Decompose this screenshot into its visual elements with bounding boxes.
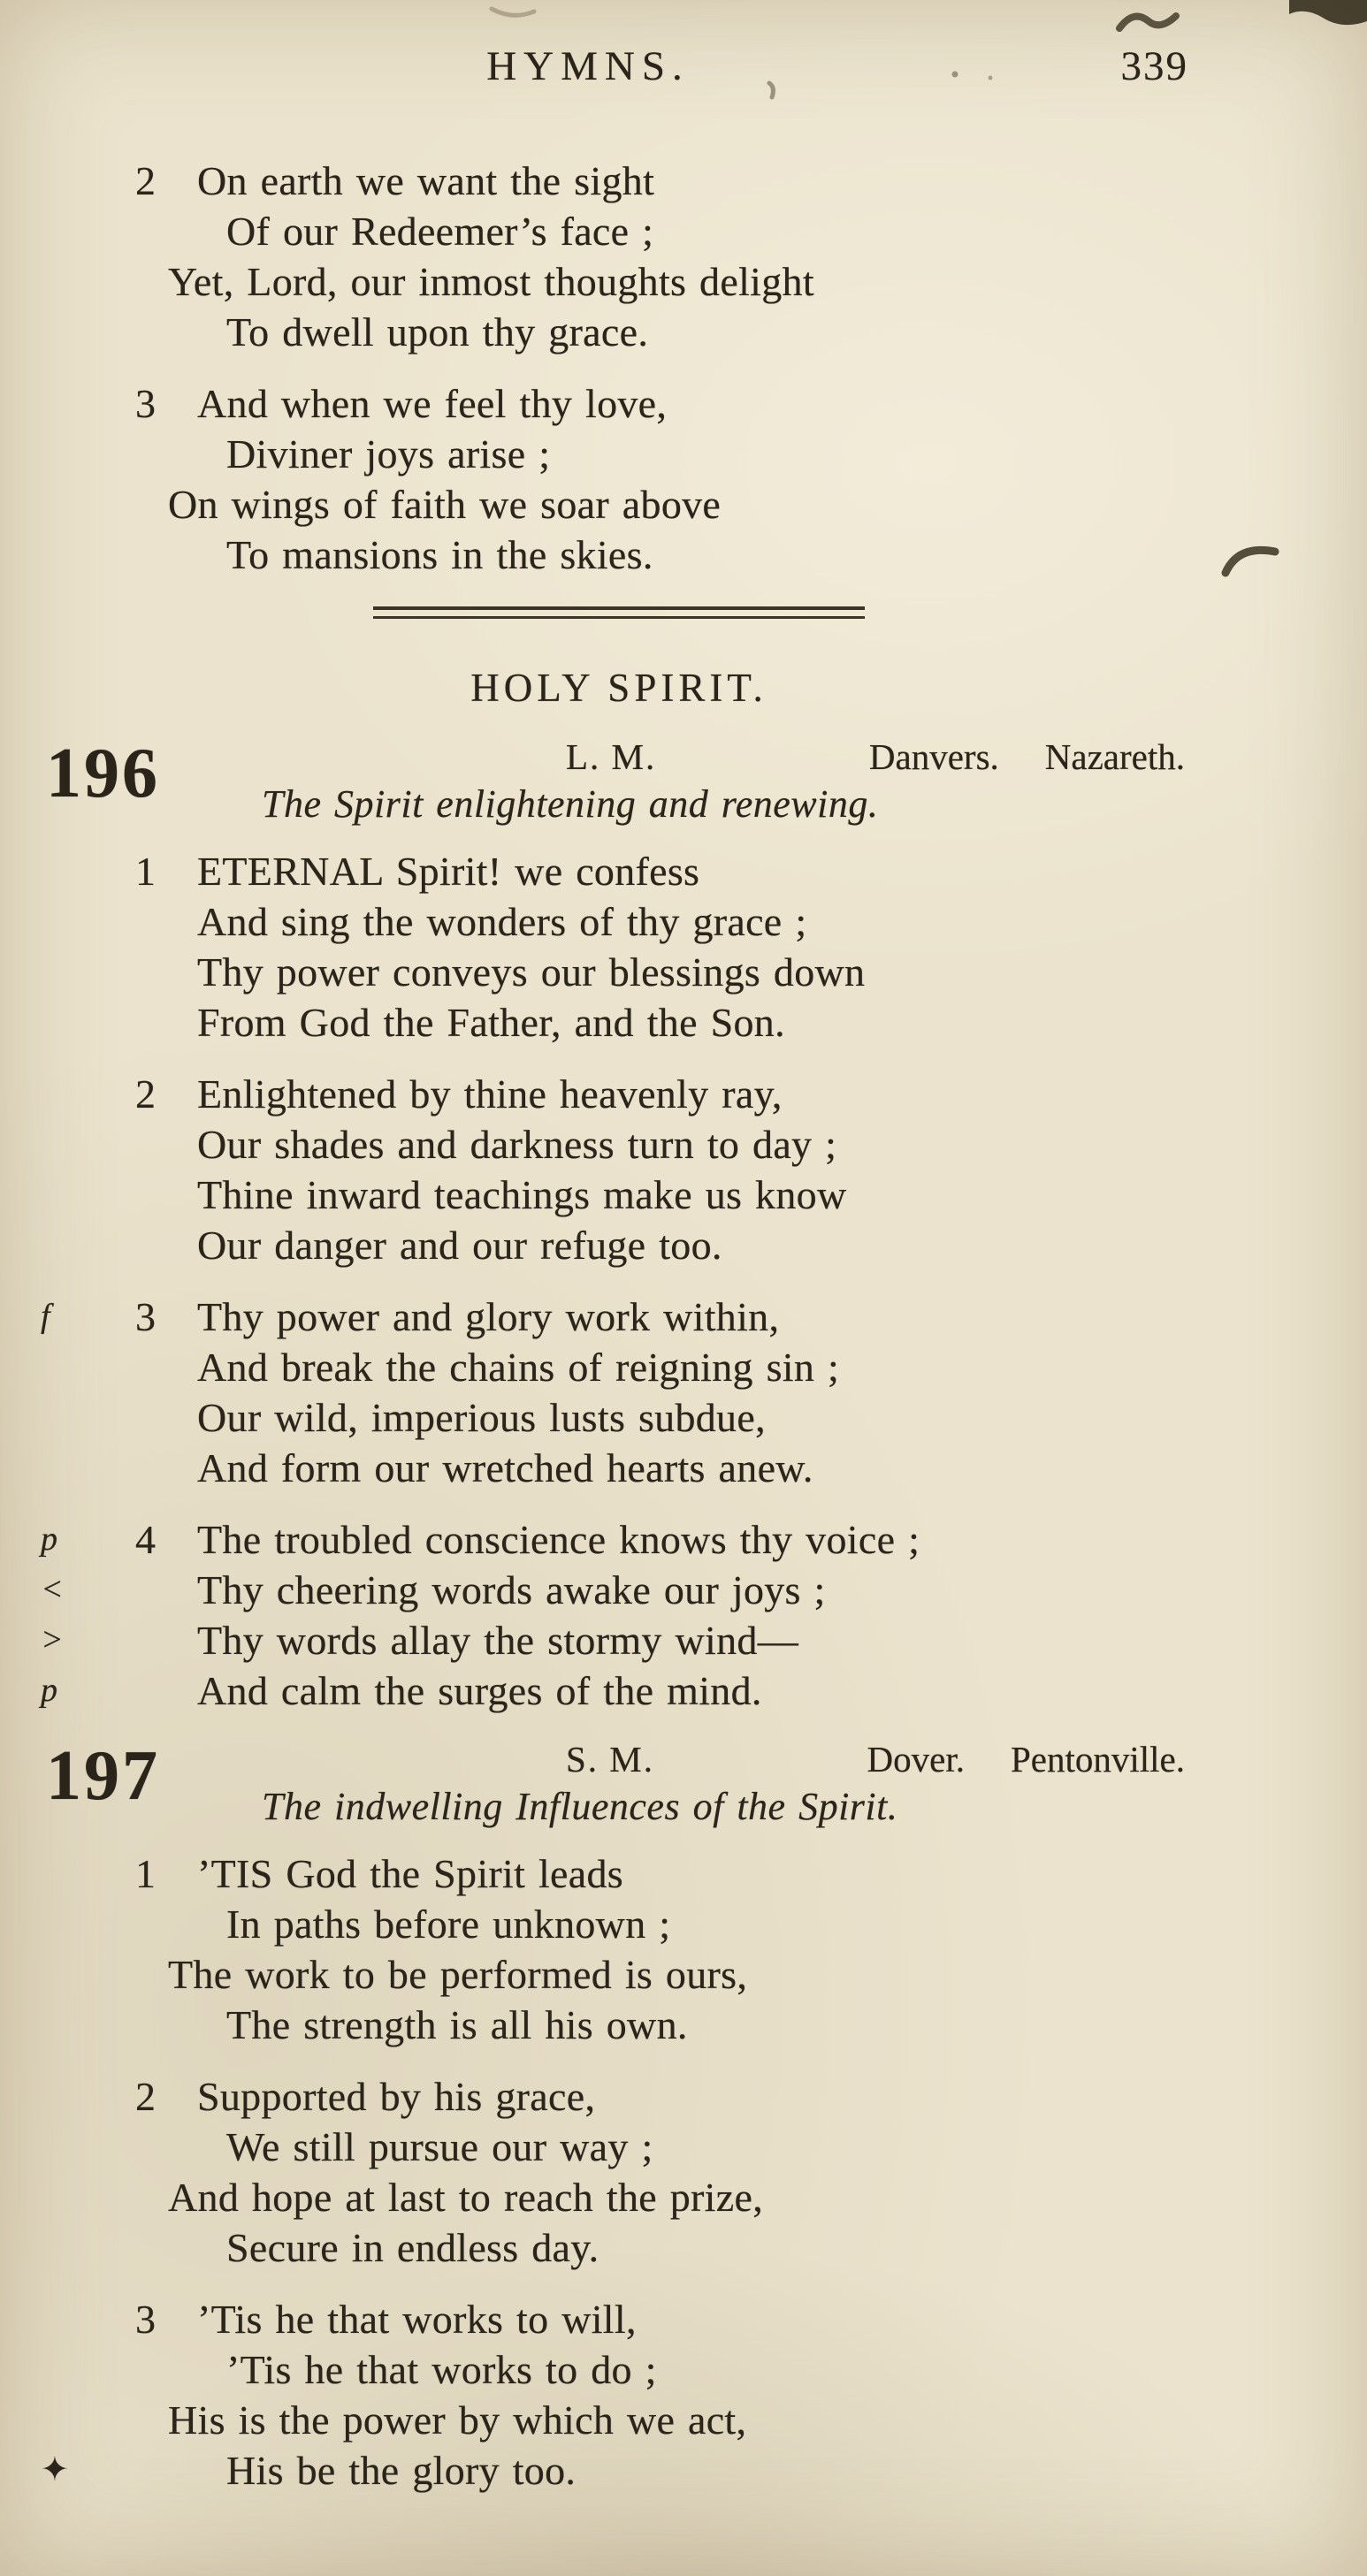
verse-line — [0, 1220, 1367, 1270]
verse-line-text: The troubled conscience knows thy voice ; — [197, 1517, 920, 1562]
margin-mark: > — [41, 1621, 64, 1658]
verse-line — [0, 846, 1367, 896]
verse — [0, 1848, 1367, 2050]
verse-line-text: And form our wretched hearts anew. — [197, 1445, 813, 1490]
verse-line-text: Supported by his grace, — [197, 2074, 596, 2119]
hymn-196 — [0, 735, 1367, 1716]
verse-number: 4 — [135, 1517, 157, 1562]
verse-line-text: Thy cheering words awake our joys ; — [197, 1567, 826, 1612]
verse-line-text: Thy power and glory work within, — [197, 1294, 780, 1339]
verse-line-text: In paths before unknown ; — [226, 1902, 671, 1947]
verse — [0, 846, 1367, 1048]
verse — [0, 2071, 1367, 2273]
verse-line-text: Enlightened by thine heavenly ray, — [197, 1071, 783, 1117]
verse-line-text: To dwell upon thy grace. — [226, 309, 649, 354]
verse-number: 2 — [135, 2074, 157, 2119]
tune-name: Dover. — [867, 1739, 965, 1780]
verse-line-text: On wings of faith we soar above — [168, 482, 722, 527]
verse-line — [0, 2222, 1367, 2273]
verse-line — [0, 1848, 1367, 1899]
tune-name: Danvers. — [868, 736, 999, 777]
hymn-header — [0, 1737, 1367, 1833]
verse-line — [0, 1565, 1367, 1615]
verse-line-text: ’Tis he that works to do ; — [226, 2347, 657, 2392]
verse-line-text: His is the power by which we act, — [168, 2397, 747, 2443]
verse-line-text: Our danger and our refuge too. — [197, 1223, 722, 1268]
verse-line — [0, 1443, 1367, 1493]
verse-line — [0, 1514, 1367, 1565]
verse-line-text: To mansions in the skies. — [226, 532, 653, 577]
verse-line-text: Secure in endless day. — [226, 2225, 599, 2270]
verse-line — [0, 2071, 1367, 2122]
verse — [0, 156, 1367, 357]
verse-line — [0, 2294, 1367, 2344]
verse-line — [0, 1292, 1367, 1342]
verse-line-text: We still pursue our way ; — [226, 2124, 653, 2169]
running-title: HYMNS. — [486, 43, 690, 89]
verse-line-text: On earth we want the sight — [197, 158, 655, 203]
verse-line — [0, 2000, 1367, 2050]
verse-line — [0, 2344, 1367, 2395]
verse-line-text: Diviner joys arise ; — [226, 431, 551, 476]
verse-line-text: Thy power conveys our blessings down — [197, 949, 866, 995]
margin-mark: < — [41, 1571, 64, 1608]
verse-line-text: And break the chains of reigning sin ; — [197, 1345, 840, 1390]
verse-line-text: Yet, Lord, our inmost thoughts delight — [168, 259, 814, 304]
tune-name: Nazareth. — [1044, 736, 1185, 777]
verse-line — [0, 378, 1367, 429]
verse-line-text: Of our Redeemer’s face ; — [226, 209, 654, 254]
verse-line — [0, 307, 1367, 357]
hymn-number: 196 — [46, 735, 160, 812]
hymn-meter: L. M. — [566, 736, 657, 777]
verse — [0, 2294, 1367, 2496]
verse-number: 1 — [135, 1851, 157, 1896]
section-divider — [373, 606, 865, 619]
corner-smudge — [1289, 0, 1367, 25]
verse-line-text: ’TIS God the Spirit leads — [197, 1851, 623, 1896]
verse-number: 3 — [135, 2297, 157, 2342]
verse-number: 3 — [135, 381, 157, 426]
verse-line — [0, 1342, 1367, 1392]
verse — [0, 1292, 1367, 1493]
verse-number: 2 — [135, 1071, 157, 1117]
verse-line-text: And calm the surges of the mind. — [197, 1668, 762, 1713]
verse-line — [0, 479, 1367, 530]
verse-line-text: Our wild, imperious lusts subdue, — [197, 1395, 766, 1440]
verse-line — [0, 1392, 1367, 1443]
verse-line — [0, 997, 1367, 1048]
verse-line — [0, 1170, 1367, 1220]
verse-line — [0, 1949, 1367, 2000]
margin-mark: p — [41, 1520, 57, 1558]
section-heading: HOLY SPIRIT. — [470, 666, 768, 710]
hymn-meta-row — [0, 1737, 1367, 1781]
verse-line — [0, 530, 1367, 580]
verse-line — [0, 1119, 1367, 1170]
margin-mark: p — [41, 1672, 57, 1709]
verse — [0, 378, 1367, 580]
verse-line-text: And hope at last to reach the prize, — [168, 2175, 763, 2220]
verse-line — [0, 2445, 1367, 2496]
hymn-title: The Spirit enlightening and renewing. — [262, 782, 879, 826]
verse-line — [0, 1899, 1367, 1949]
divider-wrap — [0, 606, 1238, 619]
hymn-197 — [0, 1737, 1367, 2496]
verse-number: 1 — [135, 849, 157, 894]
verse-line-text: Our shades and darkness turn to day ; — [197, 1122, 837, 1167]
hymn-number: 197 — [46, 1737, 160, 1815]
verse-line — [0, 896, 1367, 947]
ink-squiggle — [492, 9, 534, 15]
hymn-continuation — [0, 156, 1367, 580]
hymn-title: The indwelling Influences of the Spirit. — [262, 1785, 898, 1828]
page-header — [0, 39, 1367, 94]
verse-line-text: His be the glory too. — [226, 2448, 577, 2493]
verse-line-text: ’Tis he that works to will, — [197, 2297, 637, 2342]
verse-line — [0, 206, 1367, 256]
verse-line — [0, 2122, 1367, 2172]
margin-mark: f — [41, 1298, 50, 1335]
verse-line-text: ETERNAL Spirit! we confess — [197, 849, 700, 894]
verse-number: 3 — [135, 1294, 157, 1339]
verse-line — [0, 1615, 1367, 1665]
page-number: 339 — [1120, 43, 1188, 89]
verse-line-text: And when we feel thy love, — [197, 381, 668, 426]
verse-line-text: And sing the wonders of thy grace ; — [197, 899, 807, 944]
verse-number: 2 — [135, 158, 157, 203]
verse-line — [0, 1069, 1367, 1119]
verse-line-text: From God the Father, and the Son. — [197, 1000, 785, 1045]
verse-line-text: The strength is all his own. — [226, 2002, 688, 2047]
verse-line — [0, 256, 1367, 307]
hymn-meter: S. M. — [566, 1739, 655, 1780]
ink-squiggle — [1119, 16, 1176, 28]
verse — [0, 1069, 1367, 1270]
tune-names — [867, 1737, 1185, 1781]
tune-name: Pentonville. — [1010, 1739, 1185, 1780]
hymn-header — [0, 735, 1367, 830]
verse-line — [0, 429, 1367, 479]
verse — [0, 1514, 1367, 1716]
tune-names — [869, 735, 1185, 779]
hymn-meta-row — [0, 735, 1367, 779]
verse-line — [0, 1665, 1367, 1716]
margin-mark: ✦ — [41, 2451, 69, 2488]
verse-line-text: Thy words allay the stormy wind— — [197, 1618, 799, 1663]
verse-line — [0, 2395, 1367, 2445]
verse-line-text: Thine inward teachings make us know — [197, 1172, 847, 1217]
verse-line — [0, 947, 1367, 997]
verse-line — [0, 156, 1367, 206]
verse-line — [0, 2172, 1367, 2222]
verse-line-text: The work to be performed is ours, — [168, 1952, 748, 1997]
